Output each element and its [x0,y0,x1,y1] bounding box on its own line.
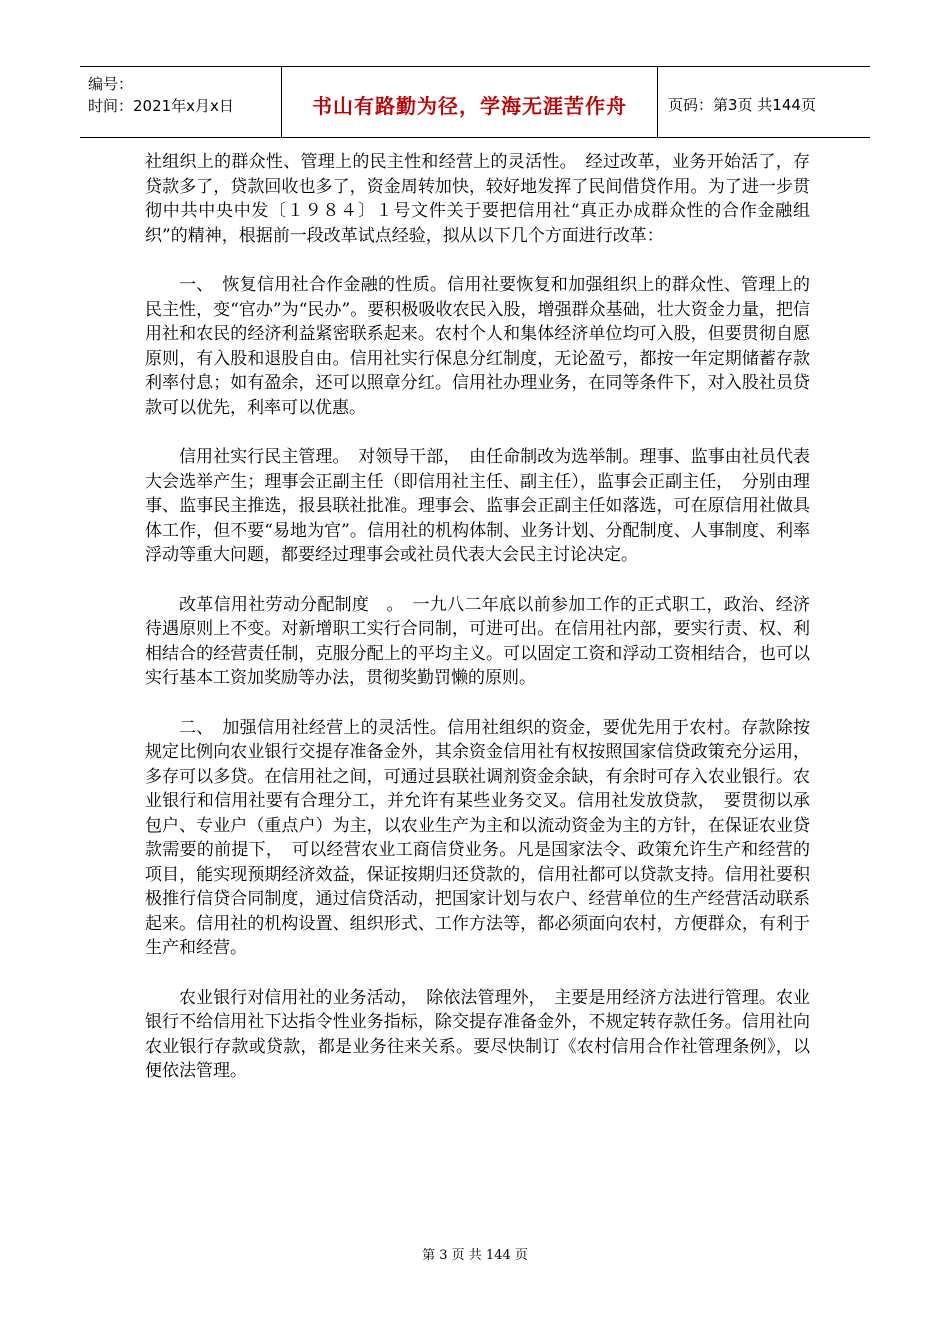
body-paragraph: 农业银行对信用社的业务活动， 除依法管理外， 主要是用经济方法进行管理。农业银行不给信用社下达指令性业务指标，除交提存准备金外，不规定转存款任务。信用社向农业银行存款或贷款，都是业务往来关系。要尽快制订《农村信用合作社管理条例》，以便依法管理。 [145,987,810,1081]
body-paragraph: 一、 恢复信用社合作金融的性质。信用社要恢复和加强组织上的群众性、管理上的民主性，变“官办”为“民办”。要积极吸收农民入股，增强群众基础，壮大资金力量，把信用社和农民的经济利益紧密联系起来。农村个人和集体经济单位均可入股，但要贯彻自愿原则，有入股和退股自由。信用社实行保息分红制度，无论盈亏，都按一年定期储蓄存款利率付息；如有盈余，还可以照章分红。信用社办理业务，在同等条件下，对入股社员贷款可以优先，利率可以优惠。 [145,275,810,418]
document-number-label: 编号： [88,75,134,93]
header-page-info: 页码：第3页 共144页 [668,95,816,114]
header-meta [80,67,282,137]
body-paragraph: 社组织上的群众性、管理上的民主性和经营上的灵活性。 经过改革，业务开始活了，存贷款多了，贷款回收也多了，资金周转加快，较好地发挥了民间借贷作用。为了进一步贯彻中共中央中发〔１９８４〕１号文件关于要把信用社“真正办成群众性的合作金融组织”的精神，根据前一段改革试点经验，拟从以下几个方面进行改革： [145,152,810,246]
body-paragraph: 二、 加强信用社经营上的灵活性。信用社组织的资金，要优先用于农村。存款除按规定比例向农业银行交提存准备金外，其余资金信用社有权按照国家信贷政策充分运用，多存可以多贷。在信用社之间，可通过县联社调剂资金余缺，有余时可存入农业银行。农业银行和信用社要有合理分工，并允许有某些业务交叉。信用社发放贷款， 要贯彻以承包户、专业户（重点户）为主，以农业生产为主和以流动资金为主的方针，在保证农业贷款需要的前提下， 可以经营农业工商信贷业务。凡是国家法令、政策允许生产和经营的项目，能实现预期经济效益，保证按期归还贷款的，信用社都可以贷款支持。信用社要积极推行信贷合同制度，通过信贷活动，把国家计划与农户、经营单位的生产经营活动联系起来。信用社的机构设置、组织形式、工作方法等，都必须面向农村，方便群众，有利于生产和经营。 [145,717,810,958]
document-body [145,150,810,1084]
page-header [80,66,870,138]
document-date-label: 时间：2021年x月x日 [88,97,234,115]
body-paragraph: 改革信用社劳动分配制度 。 一九八二年底以前参加工作的正式职工，政治、经济待遇原则上不变。对新增职工实行合同制，可进可出。在信用社内部，要实行责、权、利相结合的经营责任制，克服分配上的平均主义。可以固定工资和浮动工资相结合，也可以实行基本工资加奖励等办法，贯彻奖勤罚懒的原则。 [145,594,810,688]
header-motto: 书山有路勤为径，学海无涯苦作舟 [282,67,658,137]
page-footer: 第 3 页 共 144 页 [422,1248,528,1263]
body-paragraph: 信用社实行民主管理。 对领导干部， 由任命制改为选举制。理事、监事由社员代表大会选举产生；理事会正副主任（即信用社主任、副主任），监事会正副主任， 分别由理事、监事民主推选，报县联社批准。理事会、监事会正副主任如落选，可在原信用社做具体工作，但不要“易地为官”。信用社的机构体制、业务计划、分配制度、人事制度、利率浮动等重大问题，都要经过理事会或社员代表大会民主讨论决定。 [145,447,810,565]
